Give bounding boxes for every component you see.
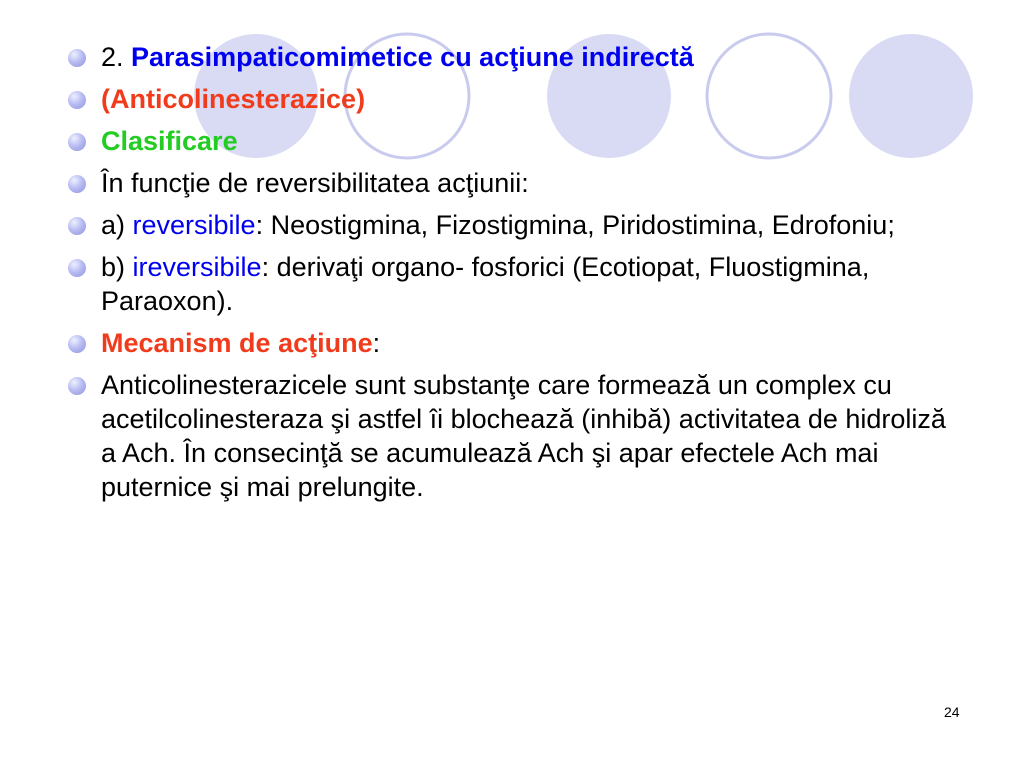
mechanism-colon: : [372,328,381,358]
bullet-item-7 [68,326,968,360]
bullet-item-8 [68,368,968,504]
heading-indirect-parasympathomimetics: Parasimpaticomimetice cu acţiune indirectă [131,42,694,72]
bullet-item-2 [68,82,968,116]
bullet-dot-icon [68,377,86,395]
bullet-prefix: 2. [101,42,132,72]
mechanism-description: Anticolinesterazicele sunt substanţe care formează un complex cu acetilcolinesteraza şi astfel îi blochează (inhibă) activitatea de hidroliză a Ach. În consecinţă se acumulează Ach şi apar efectele Ach mai puternice şi mai prelungite. [101,370,946,502]
irreversible-examples: : derivaţi organo- fosforici (Ecotiopat, Fluostigmina, Paraoxon). [101,252,870,316]
bullet-dot-icon [68,49,86,67]
bullet-dot-icon [68,91,86,109]
term-irreversible: ireversibile [132,252,262,282]
term-reversible: reversibile [132,210,256,240]
classification-criterion: În funcţie de reversibilitatea acţiunii: [101,168,529,198]
bullet-prefix: b) [101,252,133,282]
bullet-dot-icon [68,335,86,353]
heading-mechanism: Mecanism de acţiune [101,328,373,358]
bullet-prefix: a) [101,210,133,240]
bullet-item-4 [68,166,968,200]
heading-classification: Clasificare [101,126,238,156]
heading-anticholinesterases: (Anticolinesterazice) [101,84,366,114]
bullet-item-6 [68,250,968,318]
bullet-item-3 [68,124,968,158]
bullet-dot-icon [68,133,86,151]
slide-bullet-list [68,40,968,512]
bullet-dot-icon [68,175,86,193]
bullet-dot-icon [68,217,86,235]
reversible-examples: : Neostigmina, Fizostigmina, Piridostimina, Edrofoniu; [255,210,895,240]
page-number: 24 [944,704,960,720]
bullet-item-1 [68,40,968,74]
bullet-dot-icon [68,259,86,277]
bullet-item-5 [68,208,968,242]
